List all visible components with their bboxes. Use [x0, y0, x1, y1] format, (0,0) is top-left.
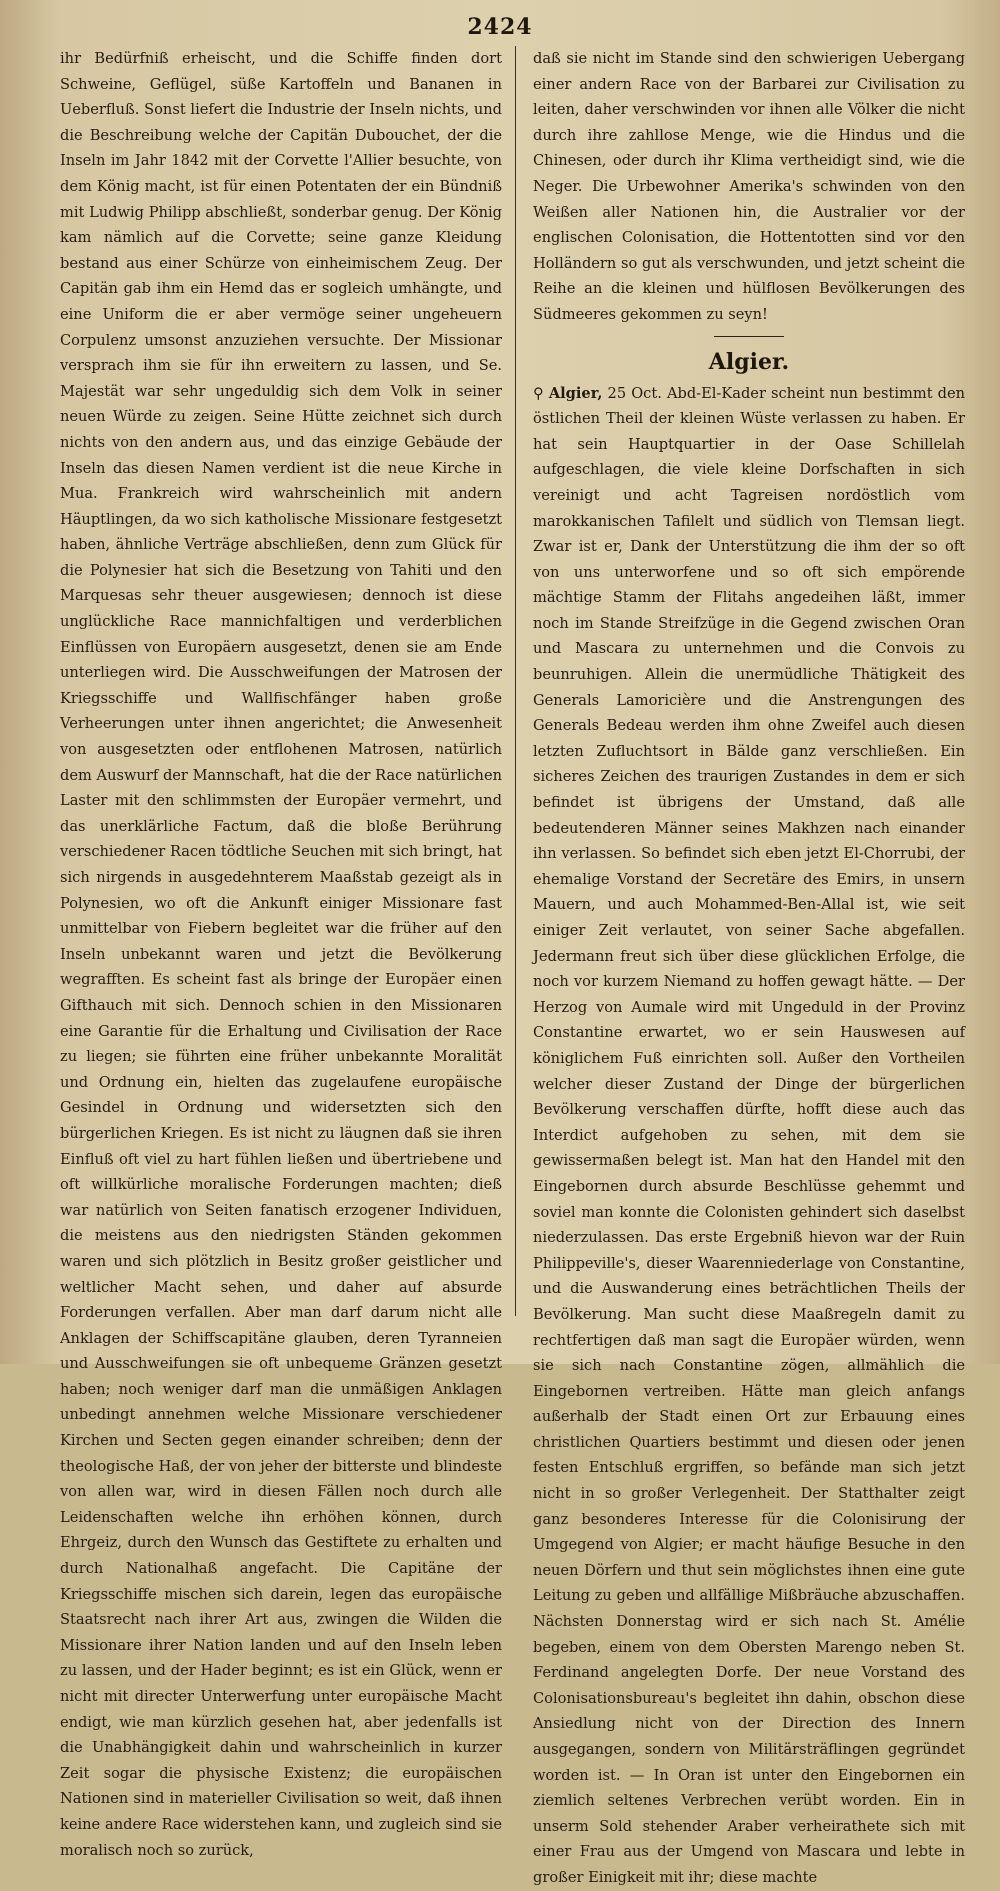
column-divider	[515, 46, 516, 1316]
left-column-text: ihr Bedürfniß erheischt, und die Schiffe finden dort Schweine, Geflügel, süße Kartoffeln und Bananen in Ueberfluß. Sonst liefert die Industrie der Inseln nichts, und die Beschreibung welche der Capitän Dubouchet, der die Inseln im Jahr 1842 mit der Corvette l'Allier besuchte, von dem König macht, ist für einen Potentaten der ein Bündniß mit Ludwig Philipp abschließt, sonderbar genug. Der König kam nämlich auf die Corvette; seine ganze Kleidung bestand aus einer Schürze von einheimischem Zeug. Der Capitän gab ihm ein Hemd das er sogleich umhängte, und eine Uniform die er aber vermöge seiner ungeheuern Corpulenz umsonst anzuziehen versuchte. Der Missionar versprach ihm sie für ihn erweitern zu lassen, und Se. Majestät war sehr ungeduldig sich dem Volk in seiner neuen Würde zu zeigen. Seine Hütte zeichnet sich durch nichts von den andern aus, und das einzige Gebäude der Inseln das diesen Namen verdient ist die neue Kirche in Mua. Frankreich wird wahrscheinlich mit andern Häuptlingen, da wo sich katholische Missionare festgesetzt haben, ähnliche Verträge abschließen, denn zum Glück für die Polynesier hat sich die Besetzung von Tahiti und den Marquesas sehr theuer ausgewiesen; dennoch ist diese unglückliche Race mannichfaltigen und verderblichen Einflüssen von Europäern ausgesetzt, denen sie am Ende unterliegen wird. Die Ausschweifungen der Matrosen der Kriegsschiffe und Wallfischfänger haben große Verheerungen unter ihnen angerichtet; die Anwesenheit von ausgesetzten oder entflohenen Matrosen, natürlich dem Auswurf der Mannschaft, hat die der Race natürlichen Laster mit den schlimmsten der Europäer vermehrt, und das unerklärliche Factum, daß die bloße Berührung verschiedener Racen tödtliche Seuchen mit sich bringt, hat sich nirgends in ausgedehnterem Maaßstab gezeigt als in Polynesien, wo oft die Ankunft einiger Missionare fast unmittelbar von Fiebern begleitet war die früher auf den Inseln unbekannt waren und jetzt die Bevölkerung wegrafften. Es scheint fast als bringe der Europäer einen Gifthauch mit sich. Dennoch schien in den Missionaren eine Garantie für die Erhaltung und Civilisation der Race zu liegen; sie führten eine früher unbekannte Moralität und Ordnung ein, hielten das zugelaufene europäische Gesindel in Ordnung und widersetzten sich den bürgerlichen Kriegen. Es ist nicht zu läugnen daß sie ihren Einfluß oft viel zu hart fühlen ließen und übertriebene und oft willkürliche moralische Forderungen machten; dieß war natürlich von Seiten fanatisch erzogener Individuen, die meistens aus den niedrigsten Ständen gekommen waren und sich plötzlich in Besitz großer geistlicher und weltlicher Macht sehen, und daher auf absurde Forderungen verfallen. Aber man darf darum nicht alle Anklagen der Schiffscapitäne glauben, deren Tyranneien und Ausschweifungen sie oft unbequeme Gränzen gesetzt haben; noch weniger darf man die unmäßigen Anklagen unbedingt annehmen welche Missionare verschiedener Kirchen und Secten gegen einander schreiben; denn der theologische Haß, der von jeher der bitterste und blindeste von allen war, wird in diesen Fällen noch durch alle Leidenschaften welche ihn erhöhen können, durch Ehrgeiz, durch den Wunsch das Gestiftete zu erhalten und durch Nationalhaß angefacht. Die Capitäne der Kriegsschiffe mischen sich darein, legen das europäische Staatsrecht nach ihrer Art aus, zwingen die Wilden die Missionare ihrer Nation landen und auf den Inseln leben zu lassen, und der Hader beginnt; es ist ein Glück, wenn er nicht mit directer Unterwerfung unter europäische Macht endigt, wie man kürzlich gesehen hat, aber jedenfalls ist die Unabhängigkeit dahin und wahrscheinlich in kurzer Zeit sogar die physische Existenz; die europäischen Nationen sind in materieller Civilisation so weit, daß ihnen keine andere Race widerstehen kann, und zugleich sind sie moralisch noch so zurück,	[60, 50, 502, 1859]
section-separator	[714, 336, 784, 337]
correspondent-mark-icon: ⚲	[533, 384, 544, 402]
algier-article	[533, 381, 965, 1891]
dateline-place: Algier,	[548, 384, 603, 402]
page-number: 2424	[467, 14, 533, 40]
left-column	[60, 46, 502, 1859]
section-title-algier: Algier.	[708, 348, 790, 375]
algier-article-text: Abd-El-Kader scheint nun bestimmt den östlichen Theil der kleinen Wüste verlassen zu haben. Er hat sein Hauptquartier in der Oase Schillelah aufgeschlagen, die viele kleine Dorfschaften in sich vereinigt und acht Tagreisen nordöstlich vom marokkanischen Tafilelt und südlich von Tlemsan liegt. Zwar ist er, Dank der Unterstützung die ihm der so oft von uns unterworfene und so oft sich empörende mächtige Stamm der Flitahs angedeihen läßt, immer noch im Stande Streifzüge in die Gegend zwischen Oran und Mascara zu unternehmen und die Convois zu beunruhigen. Allein die unermüdliche Thätigkeit des Generals Lamoricière und die Anstrengungen des Generals Bedeau werden ihm ohne Zweifel auch diesen letzten Zufluchtsort in Bälde ganz verschließen. Ein sicheres Zeichen des traurigen Zustandes in dem er sich befindet ist übrigens der Umstand, daß alle bedeutenderen Männer seines Makhzen nach einander ihn verlassen. So befindet sich eben jetzt El-Chorrubi, der ehemalige Vorstand der Secretäre des Emirs, in unsern Mauern, und auch Mohammed-Ben-Allal ist, wie seit einiger Zeit verlautet, von seiner Sache abgefallen. Jedermann freut sich über diese glücklichen Erfolge, die noch vor kurzem Niemand zu hoffen gewagt hätte. — Der Herzog von Aumale wird mit Ungeduld in der Provinz Constantine erwartet, wo er sein Hauswesen auf königlichem Fuß einrichten soll. Außer den Vortheilen welcher dieser Zustand der Dinge der bürgerlichen Bevölkerung verschaffen dürfte, hofft diese auch das Interdict aufgehoben zu sehen, mit dem sie gewissermaßen belegt ist. Man hat den Handel mit den Eingebornen durch absurde Beschlüsse gehemmt und soviel man konnte die Colonisten gehindert sich daselbst niederzulassen. Das erste Ergebniß hievon war der Ruin Philippeville's, dieser Waarenniederlage von Constantine, und die Auswanderung eines beträchtlichen Theils der Bevölkerung. Man sucht diese Maaßregeln damit zu rechtfertigen daß man sagt die Europäer würden, wenn sie sich nach Constantine zögen, allmählich die Eingebornen vertreiben. Hätte man gleich anfangs außerhalb der Stadt einen Ort zur Erbauung eines christlichen Quartiers bestimmt und diesen oder jenen festen Entschluß ergriffen, so befände man sich jetzt nicht in so großer Verlegenheit. Der Statthalter zeigt ganz besonderes Interesse für die Colonisirung der Umgegend von Algier; er macht häufige Besuche in den neuen Dörfern und thut sein möglichstes ihnen eine gute Leitung zu geben und allfällige Mißbräuche abzuschaffen. Nächsten Donnerstag wird er sich nach St. Amélie begeben, einem von dem Obersten Marengo neben St. Ferdinand angelegten Dorfe. Der neue Vorstand des Colonisationsbureau's begleitet ihn dahin, obschon diese Ansiedlung nicht von der Direction des Innern ausgegangen, sondern von Militärsträflingen gegründet worden ist. — In Oran ist unter den Eingebornen ein ziemlich seltenes Verbrechen verübt worden. Ein in unserm Sold stehender Araber verheirathete sich mit einer Frau aus der Umgend von Mascara und lebte in großer Einigkeit mit ihr; diese machte	[533, 384, 966, 1886]
right-column-continuation: daß sie nicht im Stande sind den schwierigen Uebergang einer andern Race von der Barbarei zur Civilisation zu leiten, daher verschwinden vor ihnen alle Völker die nicht durch ihre zahllose Menge, wie die Hindus und die Chinesen, oder durch ihr Klima vertheidigt sind, wie die Neger. Die Urbewohner Amerika's schwinden von den Weißen aller Nationen hin, die Australier vor der englischen Colonisation, die Hottentotten sind vor den Holländern so gut als verschwunden, und jetzt scheint die Reihe an die kleinen und hülflosen Bevölkerungen des Südmeeres gekommen zu seyn!	[533, 50, 965, 323]
dateline-date: 25 Oct.	[607, 384, 662, 402]
right-column	[533, 46, 966, 1886]
